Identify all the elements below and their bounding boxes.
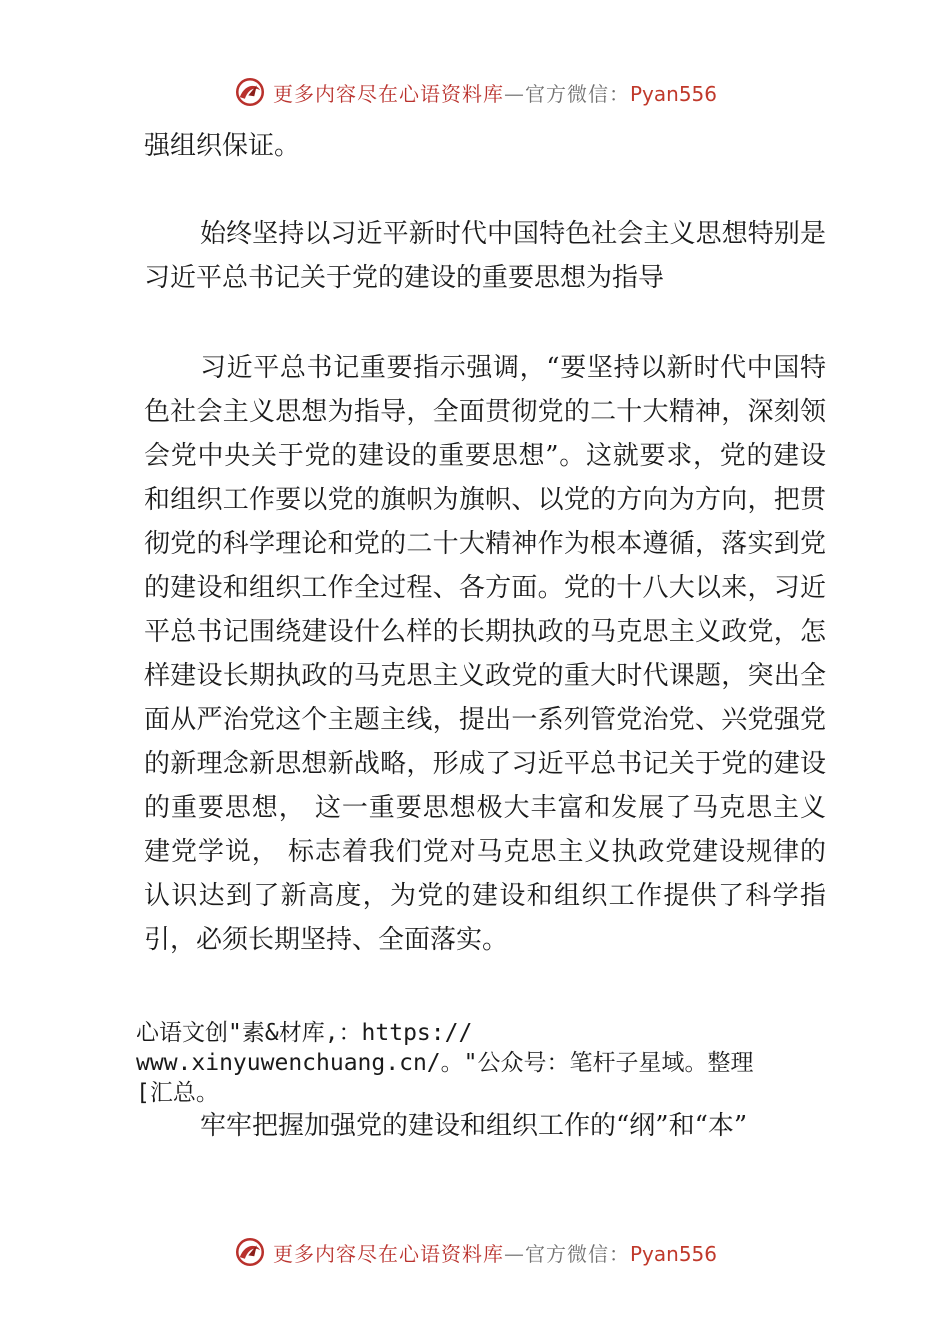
swirl-logo-icon: [233, 1235, 267, 1269]
source-note-line-1: 心语文创"素&材库,：https://: [136, 1020, 473, 1046]
watermark-header: [0, 72, 950, 112]
paragraph-fragment: 强组织保证。: [144, 131, 301, 161]
source-note: [136, 1018, 836, 1108]
section-heading: 始终坚持以习近平新时代中国特色社会主义思想特别是习近平总书记关于党的建设的重要思想为指导: [144, 219, 826, 293]
watermark-text: 更多内容尽在心语资料库—官方微信：Pyan556: [272, 81, 717, 106]
source-note-line-2: www.xinyuwenchuang.cn/。"公众号：笔杆子星域。整理: [136, 1050, 754, 1076]
section-heading-next: 牢牢把握加强党的建设和组织工作的“纲”和“本”: [200, 1111, 748, 1141]
watermark-text: 更多内容尽在心语资料库—官方微信：Pyan556: [272, 1241, 717, 1266]
source-note-line-3: [汇总。: [136, 1080, 219, 1106]
paragraph-main: 习近平总书记重要指示强调，“要坚持以新时代中国特色社会主义思想为指导，全面贯彻党的二十大精神，深刻领会党中央关于党的建设的重要思想”。这就要求，党的建设和组织工作要以党的旗帜为旗帜、以党的方向为方向，把贯彻党的科学理论和党的二十大精神作为根本遵循，落实到党的建设和组织工作全过程、各方面。党的十八大以来，习近平总书记围绕建设什么样的长期执政的马克思主义政党，怎样建设长期执政的马克思主义政党的重大时代课题，突出全面从严治党这个主题主线，提出一系列管党治党、兴党强党的新理念新思想新战略，形成了习近平总书记关于党的建设的重要思想， 这一重要思想极大丰富和发展了马克思主义建党学说， 标志着我们党对马克思主义执政党建设规律的认识达到了新高度，为党的建设和组织工作提供了科学指引，必须长期坚持、全面落实。: [144, 353, 826, 955]
swirl-logo-icon: [233, 75, 267, 109]
watermark-footer: [0, 1232, 950, 1272]
